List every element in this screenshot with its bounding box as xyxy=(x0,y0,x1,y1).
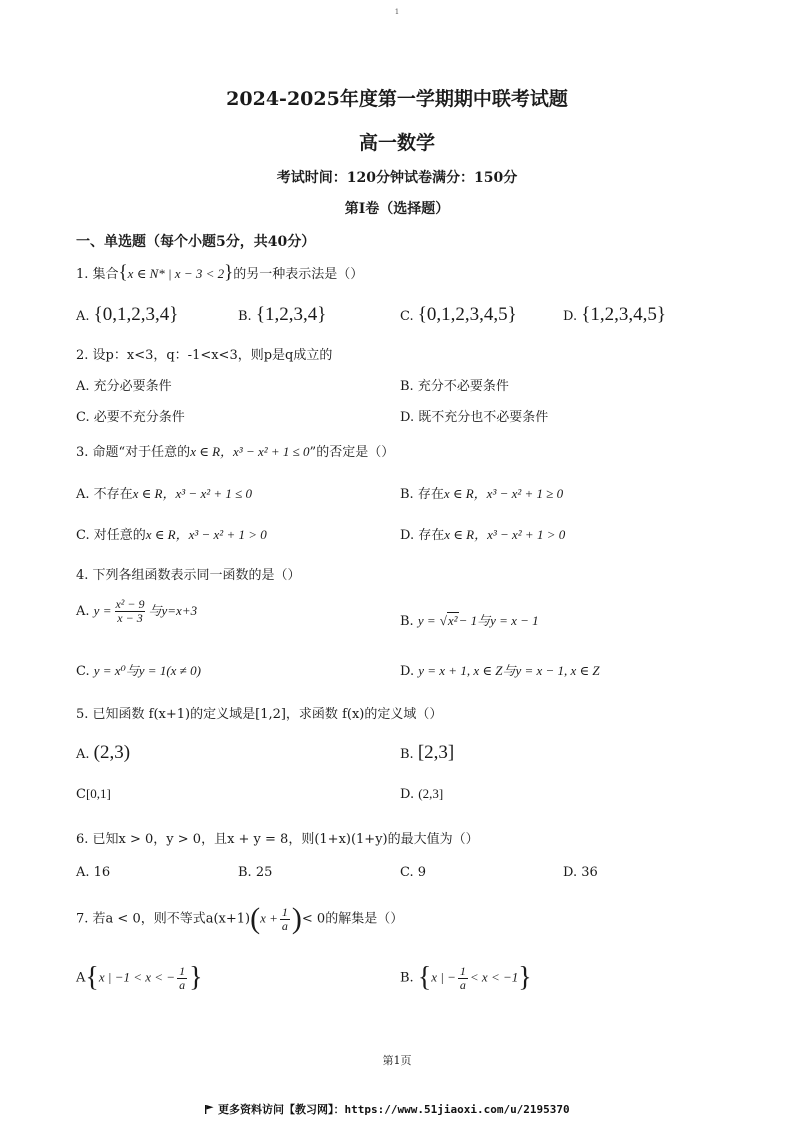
q5-option-c[interactable] xyxy=(76,786,111,802)
option-label: A. xyxy=(76,747,90,762)
fraction xyxy=(280,906,290,933)
q5-option-d[interactable] xyxy=(400,786,443,802)
q6-option-d[interactable]: D. 36 xyxy=(563,865,598,880)
question-7 xyxy=(76,902,403,936)
option-lhs: y = xyxy=(93,603,112,618)
q6-option-a[interactable]: A. 16 xyxy=(76,865,111,880)
q3-expr: ，x³ − x² + 1 ≤ 0 xyxy=(220,444,310,459)
option-label: B. xyxy=(400,614,414,629)
question-4: 4. 下列各组函数表示同一函数的是（） xyxy=(76,568,301,583)
question-3 xyxy=(76,441,394,460)
q6-option-c[interactable]: C. 9 xyxy=(400,865,427,880)
q3-prefix: 3. 命题“对于任意的 xyxy=(76,445,191,460)
option-set: x | −1 < x < − xyxy=(98,969,176,985)
fraction xyxy=(177,965,187,992)
option-label: C. xyxy=(400,309,414,324)
q7-inner: x + xyxy=(260,910,278,926)
q7-prefix: 7. 若a < 0，则不等式a(x+1) xyxy=(76,911,251,927)
option-label: A. xyxy=(76,309,90,324)
option-value: {0,1,2,3,4} xyxy=(93,304,179,325)
q3-option-c[interactable] xyxy=(76,524,267,543)
option-label: D. xyxy=(400,787,415,802)
q3-var: x ∈ R xyxy=(190,444,221,459)
resource-link[interactable] xyxy=(205,1101,570,1117)
option-label: B. 存在 xyxy=(400,487,444,502)
fraction-numerator: 1 xyxy=(281,904,288,919)
fraction xyxy=(458,965,468,992)
question-1 xyxy=(76,262,363,284)
page-number: 第1页 xyxy=(382,1054,412,1067)
sqrt-content: x² xyxy=(447,613,458,628)
option-var: x ∈ R xyxy=(145,527,176,542)
option-expr: ，x³ − x² + 1 > 0 xyxy=(474,527,566,542)
q1-option-d[interactable] xyxy=(563,304,666,326)
option-expr: ，x³ − x² + 1 ≤ 0 xyxy=(162,486,253,501)
header-mark: 1 xyxy=(394,8,400,16)
q4-option-b[interactable] xyxy=(400,610,539,629)
q1-set: x ∈ N* | x − 3 < 2 xyxy=(127,266,225,281)
q1-option-a[interactable] xyxy=(76,304,178,326)
q7-suffix: < 0的解集是（） xyxy=(301,911,404,927)
brace-open-icon: { xyxy=(85,962,99,993)
q5-option-a[interactable] xyxy=(76,742,130,764)
q5-option-b[interactable] xyxy=(400,742,454,764)
sqrt-icon: √ xyxy=(439,613,447,628)
question-6: 6. 已知x > 0，y > 0，且x + y = 8，则(1+x)(1+y)的最大值为（） xyxy=(76,832,479,847)
q4-option-c[interactable] xyxy=(76,660,201,679)
option-rest: 与y=x+3 xyxy=(148,603,198,618)
option-label: C. 对任意的 xyxy=(76,528,146,543)
fraction-denominator: a xyxy=(281,918,288,933)
q2-option-c[interactable]: C. 必要不充分条件 xyxy=(76,410,185,425)
q7-paren-open: ( xyxy=(250,902,261,935)
q1-brace-close: } xyxy=(224,262,234,283)
fraction xyxy=(113,598,146,625)
brace-open-icon: { xyxy=(417,962,432,993)
fraction-denominator: a xyxy=(459,977,466,992)
q1-option-c[interactable] xyxy=(400,304,517,326)
q1-prefix: 1. 集合 xyxy=(76,267,119,282)
resource-link-text[interactable]: 更多资料访问【教习网】：https://www.51jiaoxi.com/u/2195370 xyxy=(218,1103,570,1116)
fraction-denominator: a xyxy=(179,977,186,992)
option-set: x | − xyxy=(431,969,456,985)
q4-option-d[interactable] xyxy=(400,660,600,679)
q3-option-b[interactable] xyxy=(400,483,563,502)
option-expr: ，x³ − x² + 1 ≥ 0 xyxy=(473,486,564,501)
option-value: (2,3) xyxy=(93,742,131,763)
q2-option-b[interactable]: B. 充分不必要条件 xyxy=(400,379,509,394)
q7-paren-close: ) xyxy=(291,902,302,935)
option-var: x ∈ R xyxy=(443,486,474,501)
option-value: [0,1] xyxy=(85,786,111,801)
page-title: 2024-2025年度第一学期期中联考试题 xyxy=(226,88,568,110)
option-label: B. xyxy=(400,747,414,762)
q1-suffix: 的另一种表示法是（） xyxy=(233,267,364,282)
option-var: x ∈ R xyxy=(132,486,163,501)
option-expr: ，x³ − x² + 1 > 0 xyxy=(175,527,267,542)
fraction-numerator: 1 xyxy=(179,963,186,978)
option-rest: − 1与y = x − 1 xyxy=(458,613,539,628)
option-label: C. xyxy=(76,664,90,679)
fraction-numerator: x² − 9 xyxy=(115,597,145,611)
q1-option-b[interactable] xyxy=(238,304,326,326)
option-expr: y = x + 1, x ∈ Z与y = x − 1, x ∈ Z xyxy=(418,663,600,678)
q1-brace-open: { xyxy=(118,262,128,283)
question-2: 2. 设p：x<3，q：-1<x<3，则p是q成立的 xyxy=(76,348,333,363)
option-value: (2,3] xyxy=(418,786,444,801)
q2-option-a[interactable]: A. 充分必要条件 xyxy=(76,379,172,394)
section-heading: 一、单选题（每个小题5分，共40分） xyxy=(76,234,316,250)
option-value: [2,3] xyxy=(417,742,455,763)
option-label: B. xyxy=(238,309,252,324)
option-lhs: y = xyxy=(417,613,436,628)
exam-info: 考试时间：120分钟试卷满分：150分 xyxy=(276,170,518,186)
q6-option-b[interactable]: B. 25 xyxy=(238,865,273,880)
q7-option-b[interactable] xyxy=(400,962,532,994)
volume-title: 第Ⅰ卷（选择题） xyxy=(344,201,450,217)
option-value: {1,2,3,4} xyxy=(255,304,327,325)
brace-close-icon: } xyxy=(518,962,532,993)
fraction-numerator: 1 xyxy=(459,963,466,978)
option-label: B. xyxy=(400,970,414,986)
q4-option-a[interactable] xyxy=(76,598,197,625)
option-set-right: < x < −1 xyxy=(469,969,519,985)
option-label: A. xyxy=(76,604,90,619)
q2-option-d[interactable]: D. 既不充分也不必要条件 xyxy=(400,410,549,425)
option-var: x ∈ R xyxy=(444,527,475,542)
option-label: A xyxy=(76,970,86,986)
q7-option-a[interactable] xyxy=(76,962,203,994)
q3-option-a[interactable] xyxy=(76,483,252,502)
option-expr: y = x⁰与y = 1(x ≠ 0) xyxy=(93,663,201,678)
option-label: D. xyxy=(400,664,415,679)
option-label: A. 不存在 xyxy=(76,487,133,502)
option-value: {1,2,3,4,5} xyxy=(581,304,666,325)
q3-option-d[interactable] xyxy=(400,524,565,543)
flag-icon xyxy=(205,1105,214,1114)
brace-close-icon: } xyxy=(189,962,203,993)
option-label: D. xyxy=(563,309,578,324)
option-label: C xyxy=(76,787,86,802)
option-value: {0,1,2,3,4,5} xyxy=(417,304,517,325)
subject-title: 高一数学 xyxy=(358,132,435,154)
option-label: D. 存在 xyxy=(400,528,445,543)
question-5: 5. 已知函数 f(x+1)的定义域是[1,2]，求函数 f(x)的定义域（） xyxy=(76,707,443,722)
q3-suffix: ”的否定是（） xyxy=(309,445,395,460)
fraction-denominator: x − 3 xyxy=(117,611,143,625)
